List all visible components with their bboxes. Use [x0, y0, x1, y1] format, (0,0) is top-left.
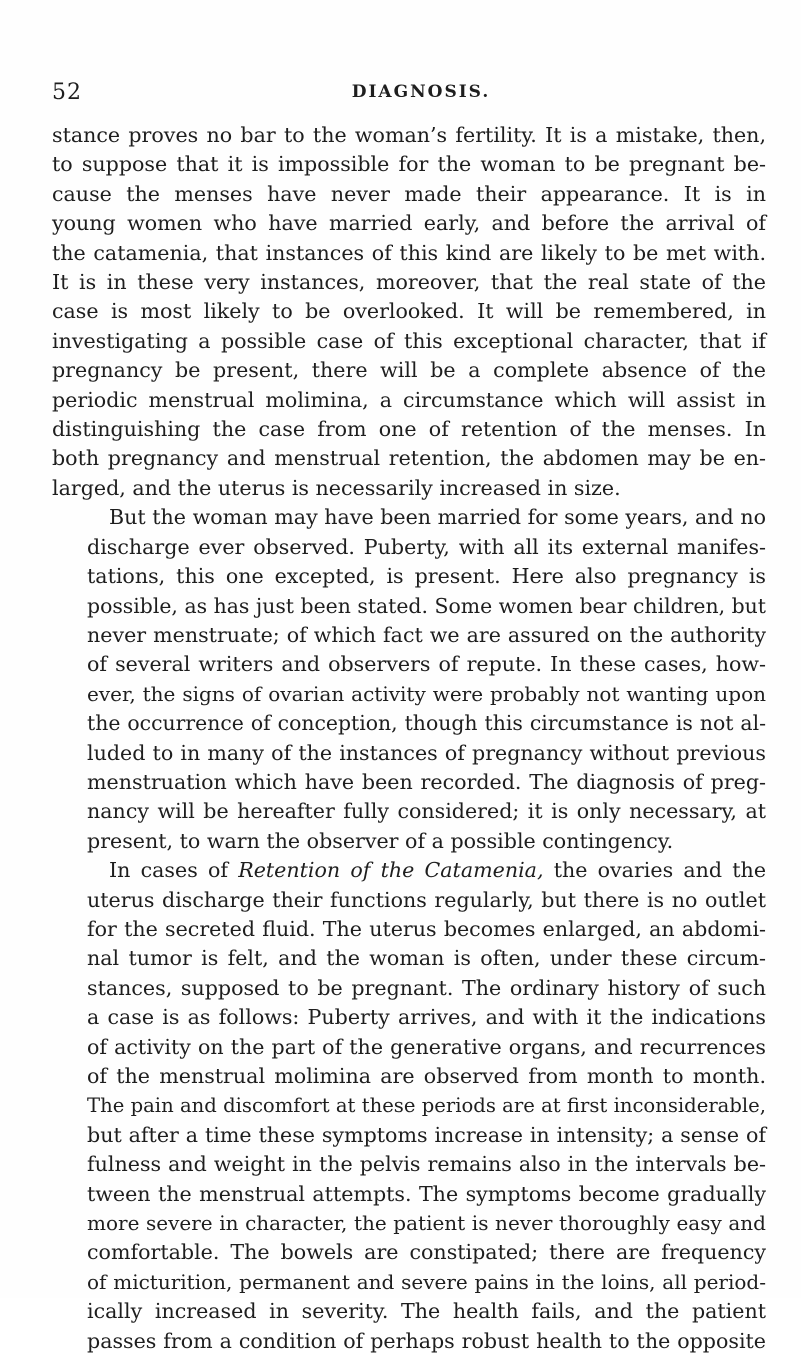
text-line: tween the menstrual attempts. The symptoms become gradually	[87, 1181, 766, 1206]
text-line: larged, and the uterus is necessarily increased in size.	[52, 475, 621, 500]
text-line: young women who have married early, and before the arrival of	[52, 211, 766, 236]
text-line: distinguishing the case from one of retention of the menses. In	[52, 417, 766, 442]
text-line: passes from a condition of perhaps robust health to the opposite	[87, 1328, 766, 1353]
paragraph-1	[52, 121, 766, 503]
page-number: 52	[52, 80, 82, 105]
text-line: for the secreted fluid. The uterus becomes enlarged, an abdomi-	[87, 916, 766, 941]
body-text	[52, 121, 766, 1356]
text-line: luded to in many of the instances of pregnancy without previous	[87, 740, 766, 765]
text-run: In cases of	[109, 858, 239, 883]
text-line: comfortable. The bowels are constipated; there are frequency	[87, 1240, 766, 1265]
running-head	[52, 80, 772, 104]
text-line: of activity on the part of the generative organs, and recurrences	[87, 1034, 766, 1059]
text-run: the ovaries and the	[543, 858, 767, 883]
paragraph-2	[52, 503, 766, 856]
text-line: ever, the signs of ovarian activity were probably not wanting upon	[87, 681, 766, 706]
text-line: case is most likely to be overlooked. It will be remembered, in	[52, 299, 766, 324]
text-line: uterus discharge their functions regularly, but there is no outlet	[87, 887, 766, 912]
text-line: periodic menstrual molimina, a circumstance which will assist in	[52, 387, 766, 412]
text-line: It is in these very instances, moreover, that the real state of the	[52, 270, 766, 295]
paragraph-3	[52, 856, 766, 1356]
text-line: The pain and discomfort at these periods are at first inconsiderable,	[87, 1094, 766, 1118]
text-line: possible, as has just been stated. Some women bear children, but	[87, 593, 766, 618]
text-line: tations, this one excepted, is present. Here also pregnancy is	[87, 564, 766, 589]
text-line: more severe in character, the patient is never thoroughly easy and	[87, 1211, 766, 1236]
text-line: investigating a possible case of this exceptional character, that if	[52, 328, 766, 353]
text-line: of several writers and observers of repute. In these cases, how-	[87, 652, 766, 677]
text-line: cause the menses have never made their appearance. It is in	[52, 181, 766, 206]
text-line: the catamenia, that instances of this kind are likely to be met with.	[52, 240, 766, 265]
text-line: discharge ever observed. Puberty, with all its external manifes-	[87, 534, 766, 559]
text-line: menstruation which have been recorded. The diagnosis of preg-	[87, 769, 766, 794]
text-line: to suppose that it is impossible for the woman to be pregnant be-	[52, 152, 766, 177]
text-line: stances, supposed to be pregnant. The ordinary history of such	[87, 975, 766, 1000]
running-title: DIAGNOSIS.	[351, 82, 491, 102]
text-line: ically increased in severity. The health fails, and the patient	[87, 1299, 766, 1324]
text-line	[52, 856, 766, 885]
text-line: but after a time these symptoms increase in intensity; a sense of	[87, 1122, 766, 1147]
text-line: both pregnancy and menstrual retention, the abdomen may be en-	[52, 446, 766, 471]
text-line: But the woman may have been married for some years, and no	[109, 505, 766, 530]
text-line: nancy will be hereafter fully considered; it is only necessary, at	[87, 799, 766, 824]
text-line: present, to warn the observer of a possible contingency.	[87, 828, 674, 853]
text-line: a case is as follows: Puberty arrives, and with it the indications	[87, 1005, 766, 1030]
text-line: of micturition, permanent and severe pains in the loins, all period-	[87, 1269, 766, 1294]
text-line: nal tumor is felt, and the woman is often, under these circum-	[87, 946, 766, 971]
text-line: stance proves no bar to the woman’s fertility. It is a mistake, then,	[52, 123, 766, 147]
text-line: of the menstrual molimina are observed from month to month.	[87, 1064, 766, 1088]
text-line: fulness and weight in the pelvis remains also in the intervals be-	[87, 1152, 766, 1177]
text-line: the occurrence of conception, though this circumstance is not al-	[87, 711, 766, 736]
text-line: never menstruate; of which fact we are assured on the authority	[87, 622, 766, 647]
italic-heading: Retention of the Catamenia,	[238, 858, 544, 883]
text-line: pregnancy be present, there will be a complete absence of the	[52, 358, 766, 383]
